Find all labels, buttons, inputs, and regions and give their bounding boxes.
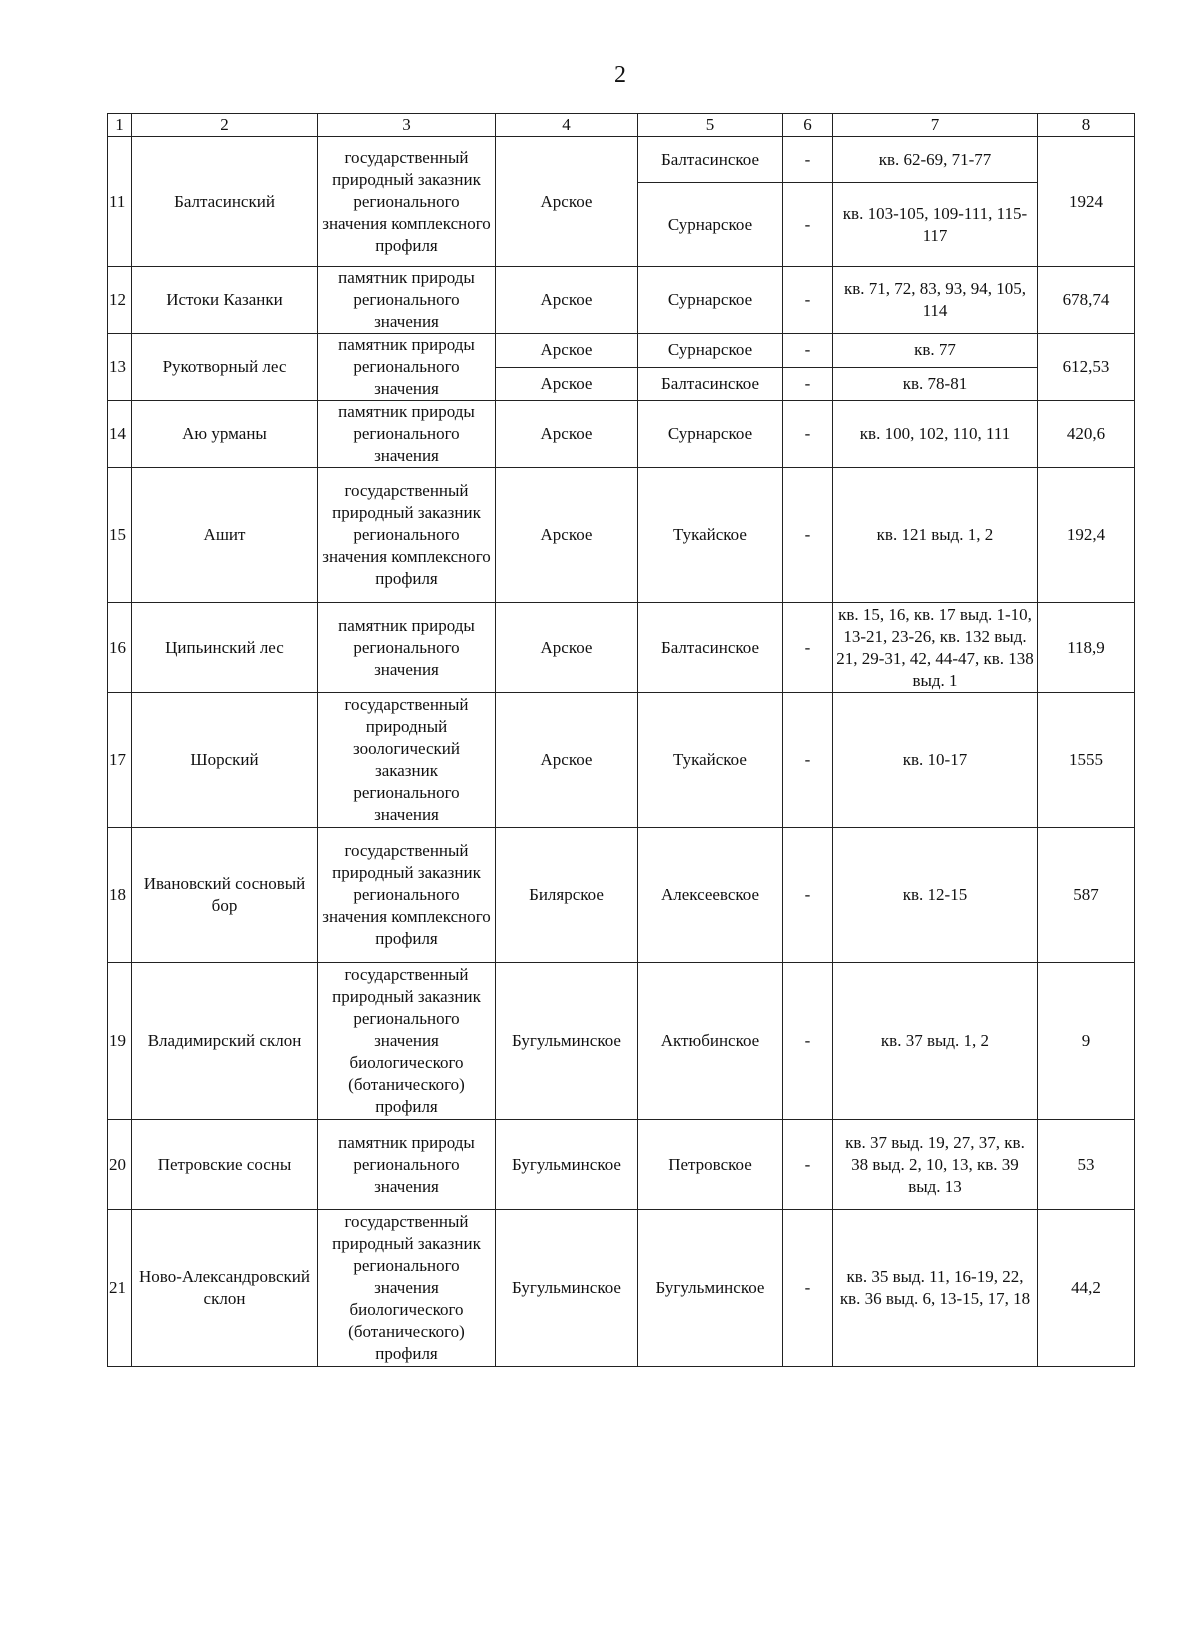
district-cell: Актюбинское [638, 963, 783, 1120]
district-cell: Балтасинское [638, 367, 783, 401]
district-cell: Бугульминское [638, 1210, 783, 1367]
quarters-cell: кв. 100, 102, 110, 111 [833, 401, 1038, 468]
district-cell: Балтасинское [638, 137, 783, 183]
forestry-cell: Арское [496, 137, 638, 267]
table-row [108, 468, 1135, 603]
row-number-cell: 13 [108, 334, 132, 401]
forestry-cell: Арское [496, 334, 638, 368]
area-name-cell: Ципьинский лес [132, 603, 318, 693]
category-cell: государственный природный заказник регионального значения биологического (ботанического) профиля [318, 963, 496, 1120]
col6-cell: - [783, 1120, 833, 1210]
row-number-cell: 12 [108, 267, 132, 334]
forestry-cell: Арское [496, 401, 638, 468]
district-cell: Петровское [638, 1120, 783, 1210]
area-name-cell: Рукотворный лес [132, 334, 318, 401]
quarters-cell: кв. 37 выд. 19, 27, 37, кв. 38 выд. 2, 10, 13, кв. 39 выд. 13 [833, 1120, 1038, 1210]
col6-cell: - [783, 693, 833, 828]
quarters-cell: кв. 62-69, 71-77 [833, 137, 1038, 183]
district-cell: Сурнарское [638, 183, 783, 267]
forestry-cell: Арское [496, 603, 638, 693]
category-cell: памятник природы регионального значения [318, 267, 496, 334]
column-header: 2 [132, 114, 318, 137]
area-name-cell: Петровские сосны [132, 1120, 318, 1210]
district-cell: Тукайское [638, 693, 783, 828]
col6-cell: - [783, 468, 833, 603]
category-cell: государственный природный заказник регионального значения комплексного профиля [318, 468, 496, 603]
table-row [108, 693, 1135, 828]
category-cell: памятник природы регионального значения [318, 334, 496, 401]
row-number-cell: 18 [108, 828, 132, 963]
row-number-cell: 17 [108, 693, 132, 828]
col6-cell: - [783, 183, 833, 267]
area-size-cell: 53 [1038, 1120, 1135, 1210]
col6-cell: - [783, 828, 833, 963]
row-number-cell: 16 [108, 603, 132, 693]
district-cell: Тукайское [638, 468, 783, 603]
quarters-cell: кв. 77 [833, 334, 1038, 368]
forestry-cell: Арское [496, 693, 638, 828]
district-cell: Сурнарское [638, 401, 783, 468]
row-number-cell: 15 [108, 468, 132, 603]
col6-cell: - [783, 603, 833, 693]
quarters-cell: кв. 15, 16, кв. 17 выд. 1-10, 13-21, 23-26, кв. 132 выд. 21, 29-31, 42, 44-47, кв. 138 выд. 1 [833, 603, 1038, 693]
area-size-cell: 1555 [1038, 693, 1135, 828]
row-number-cell: 20 [108, 1120, 132, 1210]
header-row [108, 114, 1135, 137]
area-size-cell: 44,2 [1038, 1210, 1135, 1367]
col6-cell: - [783, 401, 833, 468]
forestry-cell: Бугульминское [496, 963, 638, 1120]
quarters-cell: кв. 103-105, 109-111, 115-117 [833, 183, 1038, 267]
area-name-cell: Аю урманы [132, 401, 318, 468]
area-name-cell: Ново-Александровский склон [132, 1210, 318, 1367]
quarters-cell: кв. 71, 72, 83, 93, 94, 105, 114 [833, 267, 1038, 334]
district-cell: Сурнарское [638, 267, 783, 334]
col6-cell: - [783, 1210, 833, 1367]
table-row [108, 267, 1135, 334]
quarters-cell: кв. 78-81 [833, 367, 1038, 401]
area-name-cell: Шорский [132, 693, 318, 828]
category-cell: государственный природный заказник регионального значения комплексного профиля [318, 137, 496, 267]
forestry-cell: Арское [496, 267, 638, 334]
area-name-cell: Балтасинский [132, 137, 318, 267]
forestry-cell: Арское [496, 468, 638, 603]
col6-cell: - [783, 267, 833, 334]
table-row [108, 401, 1135, 468]
table-row [108, 334, 1135, 368]
quarters-cell: кв. 12-15 [833, 828, 1038, 963]
col6-cell: - [783, 367, 833, 401]
area-size-cell: 420,6 [1038, 401, 1135, 468]
table-row [108, 137, 1135, 183]
quarters-cell: кв. 37 выд. 1, 2 [833, 963, 1038, 1120]
category-cell: памятник природы регионального значения [318, 401, 496, 468]
forestry-cell: Билярское [496, 828, 638, 963]
area-name-cell: Ивановский сосновый бор [132, 828, 318, 963]
category-cell: памятник природы регионального значения [318, 603, 496, 693]
row-number-cell: 19 [108, 963, 132, 1120]
column-header: 6 [783, 114, 833, 137]
row-number-cell: 14 [108, 401, 132, 468]
category-cell: государственный природный заказник регионального значения комплексного профиля [318, 828, 496, 963]
table-row [108, 828, 1135, 963]
forestry-cell: Бугульминское [496, 1120, 638, 1210]
area-name-cell: Истоки Казанки [132, 267, 318, 334]
area-size-cell: 192,4 [1038, 468, 1135, 603]
area-size-cell: 118,9 [1038, 603, 1135, 693]
quarters-cell: кв. 10-17 [833, 693, 1038, 828]
area-size-cell: 1924 [1038, 137, 1135, 267]
col6-cell: - [783, 963, 833, 1120]
column-header: 3 [318, 114, 496, 137]
area-name-cell: Владимирский склон [132, 963, 318, 1120]
column-header: 5 [638, 114, 783, 137]
protected-areas-table [107, 113, 1135, 1367]
page-number: 2 [614, 62, 626, 88]
district-cell: Сурнарское [638, 334, 783, 368]
column-header: 8 [1038, 114, 1135, 137]
category-cell: государственный природный зоологический заказник регионального значения [318, 693, 496, 828]
table-row [108, 1210, 1135, 1367]
row-number-cell: 21 [108, 1210, 132, 1367]
table-row [108, 603, 1135, 693]
forestry-cell: Бугульминское [496, 1210, 638, 1367]
table-row [108, 1120, 1135, 1210]
table-row [108, 963, 1135, 1120]
col6-cell: - [783, 334, 833, 368]
area-size-cell: 587 [1038, 828, 1135, 963]
quarters-cell: кв. 121 выд. 1, 2 [833, 468, 1038, 603]
area-name-cell: Ашит [132, 468, 318, 603]
category-cell: памятник природы регионального значения [318, 1120, 496, 1210]
area-size-cell: 612,53 [1038, 334, 1135, 401]
forestry-cell: Арское [496, 367, 638, 401]
row-number-cell: 11 [108, 137, 132, 267]
col6-cell: - [783, 137, 833, 183]
column-header: 7 [833, 114, 1038, 137]
area-size-cell: 678,74 [1038, 267, 1135, 334]
column-header: 4 [496, 114, 638, 137]
area-size-cell: 9 [1038, 963, 1135, 1120]
district-cell: Алексеевское [638, 828, 783, 963]
district-cell: Балтасинское [638, 603, 783, 693]
column-header: 1 [108, 114, 132, 137]
quarters-cell: кв. 35 выд. 11, 16-19, 22, кв. 36 выд. 6, 13-15, 17, 18 [833, 1210, 1038, 1367]
category-cell: государственный природный заказник регионального значения биологического (ботанического) профиля [318, 1210, 496, 1367]
